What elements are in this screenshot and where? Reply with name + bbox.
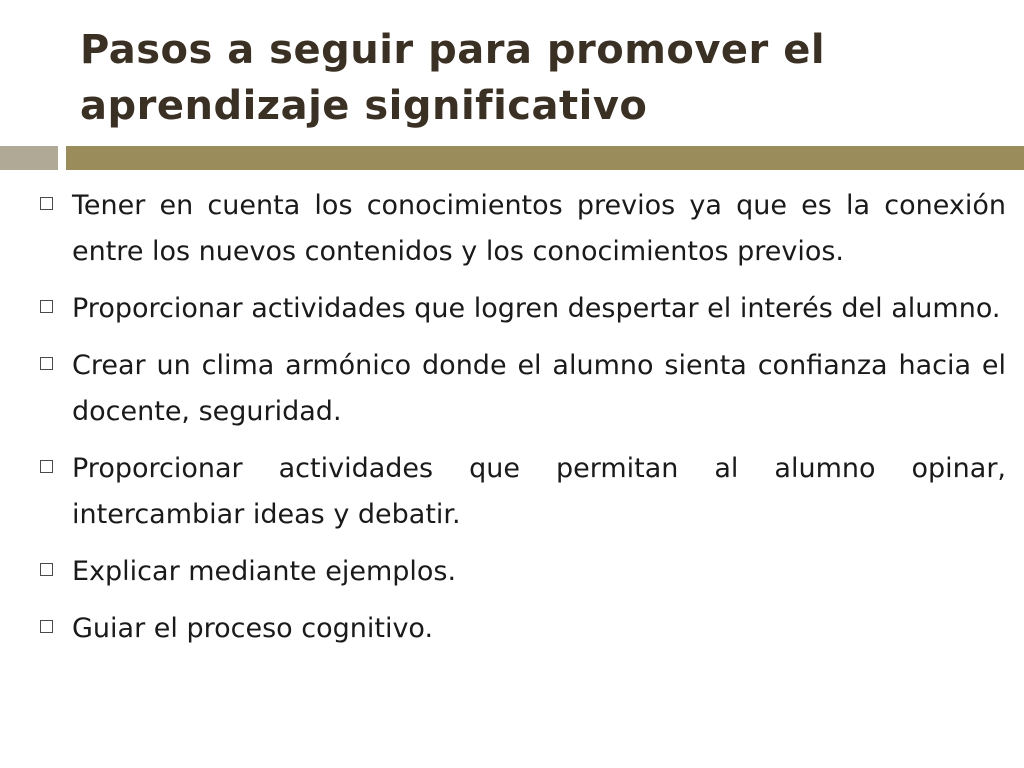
bullet-list (38, 183, 1006, 663)
bullet-item (38, 183, 1006, 275)
title-underline-bar (66, 146, 1024, 170)
bullet-text: Tener en cuenta los conocimientos previos ya que es la conexión entre los nuevos contenidos y los conocimientos previos. (72, 190, 1006, 267)
square-bullet-icon (40, 563, 53, 576)
title-underline-left-bar (0, 146, 58, 170)
square-bullet-icon (40, 357, 53, 370)
bullet-item (38, 343, 1006, 435)
bullet-item (38, 286, 1006, 332)
bullet-item (38, 549, 1006, 595)
slide-title: Pasos a seguir para promover el aprendizaje significativo (80, 27, 826, 129)
bullet-item (38, 446, 1006, 538)
bullet-text: Explicar mediante ejemplos. (72, 556, 457, 587)
square-bullet-icon (40, 460, 53, 473)
square-bullet-icon (40, 300, 53, 313)
bullet-item (38, 606, 1006, 652)
bullet-text: Proporcionar actividades que permitan al alumno opinar, intercambiar ideas y debatir. (72, 453, 1006, 530)
bullet-text: Crear un clima armónico donde el alumno sienta confianza hacia el docente, seguridad. (72, 350, 1006, 427)
bullet-text: Proporcionar actividades que logren despertar el interés del alumno. (72, 293, 1001, 324)
square-bullet-icon (40, 620, 53, 633)
bullet-text: Guiar el proceso cognitivo. (72, 613, 434, 644)
square-bullet-icon (40, 197, 53, 210)
